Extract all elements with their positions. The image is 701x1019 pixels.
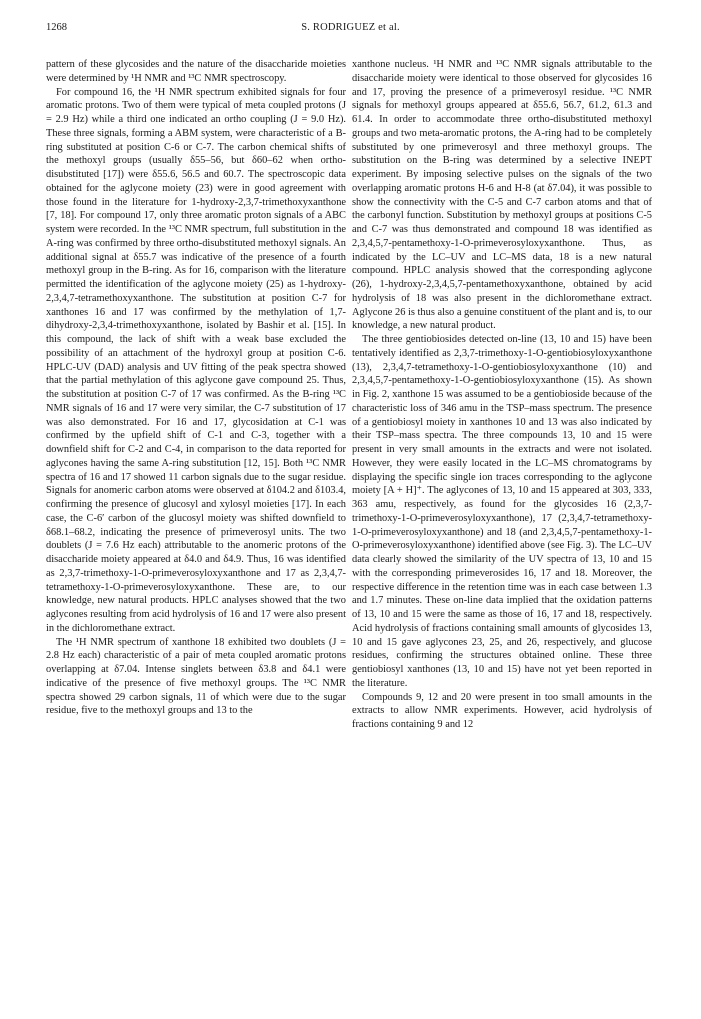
paragraph: The ¹H NMR spectrum of xanthone 18 exhibited two doublets (J = 2.8 Hz each) characteristic of a pair of meta coupled aromatic protons overlapping at δ7.04. Intense singlets between δ3.8 and δ4.1 were indicative of the presence of five methoxyl groups. The ¹³C NMR spectra showed 29 carbon signals, 11 of which were due to the sugar residue, five to the methoxyl groups and 13 to the	[46, 636, 346, 717]
page-number: 1268	[46, 22, 67, 33]
paragraph: xanthone nucleus. ¹H NMR and ¹³C NMR signals attributable to the disaccharide moiety were identical to those observed for glycosides 16 and 17, proving the presence of a primeverosyl residue. ¹³C NMR signals for methoxyl groups appeared at δ55.6, 56.7, 61.2, 61.3 and 61.4. In order to accommodate three ortho-disubstituted methoxyl groups and two meta-aromatic protons, the A-ring had to be completely substituted by one primeverosyl and three methoxyl groups. The substitution on the B-ring was determined by a selective INEPT experiment. By imposing selective pulses on the signals of the two overlapping aromatic protons H-6 and H-8 (at δ7.04), it was possible to show the connectivity with the C-5 and C-7 carbon atoms and that of the carbonyl function. Substitution by methoxyl groups at positions C-5 and C-7 was thus demonstrated and compound 18 was identified as 2,3,4,5,7-pentamethoxy-1-O-primeverosyloxyxanthone. Thus, as indicated by the LC–UV and LC–MS data, 18 is a new natural compound. HPLC analysis showed that the corresponding aglycone (26), 1-hydroxy-2,3,4,5,7-pentamethoxyxanthone, obtained by acid hydrolysis of 18 was also present in the dichloromethane extract. Aglycone 26 is thus also a genuine constituent of the plant and is, to our knowledge, a new natural product.	[352, 59, 652, 332]
paragraph: Compounds 9, 12 and 20 were present in too small amounts in the extracts to allow NMR experiments. However, acid hydrolysis of fractions containing 9 and 12	[352, 691, 652, 730]
left-column	[46, 58, 346, 718]
paragraph: pattern of these glycosides and the nature of the disaccharide moieties were determined by ¹H NMR and ¹³C NMR spectroscopy.	[46, 59, 346, 84]
paragraph: For compound 16, the ¹H NMR spectrum exhibited signals for four aromatic protons. Two of them were typical of meta coupled protons (J = 2.9 Hz) while a third one indicated an ortho coupling (J = 9.0 Hz). These three signals, forming a ABM system, were characteristic of a B-ring substituted at position C-6 or C-7. The carbon chemical shifts of the methoxyl groups (usually δ55–56, but δ60–62 when ortho-disubstituted [17]) were δ55.6, 56.5 and 60.7. The spectroscopic data obtained for the aglycone moiety (23) were in good agreement with those found in the literature for 1-hydroxy-2,3,7-trimethoxyxanthone [7, 18]. For compound 17, only three aromatic proton signals of a ABC system were recorded. In the ¹³C NMR spectrum, full substitution in the A-ring was confirmed by three ortho-disubstituted methoxyl signals. An additional signal at δ55.7 was indicative of the presence of a fourth methoxyl group in the B-ring. As for 16, comparison with the literature permitted the identification of the aglycone moiety (25) as 1-hydroxy-2,3,4,7-tetramethoxyxanthone. The substitution at position C-7 for xanthones 16 and 17 was confirmed by the methylation of 1,7-dihydroxy-2,3,4-trimethoxyxanthone, isolated by Bashir et al. [15]. In this compound, the lack of shift with a weak base excluded the possibility of an attachment of the hydroxyl group at position C-6. HPLC-UV (DAD) analysis and UV fitting of the peak spectra showed that the partial methylation of this aglycone gave compound 25. Thus, the substitution at position C-7 of 17 was confirmed. As the B-ring ¹³C NMR signals of 16 and 17 were very similar, the C-7 substitution of 17 was also demonstrated. For 16 and 17, glycosidation at C-1 was confirmed by the upfield shift of C-1 and C-3, together with a downfield shift for C-2 and C-4, in comparison to the data reported for aglycones having the same A-ring substitution [12, 15]. Both ¹³C NMR spectra of 16 and 17 showed 11 carbon signals due to the sugar residue. Signals for anomeric carbon atoms were observed at δ104.2 and δ103.4, confirming the presence of glucosyl and xylosyl moieties [17]. In each case, the C-6′ carbon of the glucosyl moiety was shifted downfield to δ68.1–68.2, indicating the presence of primeverosyl units. The two doublets (J = 7.6 Hz each) attributable to the anomeric protons of the disaccharide moiety appeared at δ4.0 and δ4.9. Thus, 16 was identified as 2,3,7-trimethoxy-1-O-primeverosyloxyxanthone and 17 as 2,3,4,7-tetramethoxy-1-O-primeverosyloxyxanthone. These are, to our knowledge, new natural products. HPLC analyses showed that the two aglycones resulting from acid hydrolysis of 16 and 17 were also present in the dichloromethane extract.	[46, 86, 346, 634]
running-head: S. RODRIGUEZ et al.	[301, 22, 400, 33]
right-column	[352, 58, 652, 732]
paragraph: The three gentiobiosides detected on-line (13, 10 and 15) have been tentatively identified as 2,3,7-trimethoxy-1-O-gentiobiosyloxyxanthone (13), 2,3,4,7-tetramethoxy-1-O-gentiobiosyloxyxanthone (10) and 2,3,4,5,7-pentamethoxy-1-O-gentiobiosyloxyxanthone (15). As shown in Fig. 2, xanthone 15 was assumed to be a gentiobioside because of the characteristic loss of 346 amu in the TSP–mass spectrum. The presence of a gentiobiosyl moiety in xanthones 10 and 13 was also indicated by their TSP–mass spectra. The three compounds 13, 10 and 15 were present in very small amounts in the extracts and were not isolated. However, they were easily located in the LC–MS chromatograms by displaying the specific single ion traces corresponding to the aglycone moiety [A + H]⁺. The aglycones of 13, 10 and 15 appeared at 303, 333, 363 amu, respectively, as found for the glycosides 16 (2,3,7-trimethoxy-1-O-primeverosyloxyxanthone), 17 (2,3,4,7-tetramethoxy-1-O-primeverosyloxyxanthone) and 18 (and 2,3,4,5,7-pentamethoxy-1-O-primeverosyloxyxanthone) identified above (see Fig. 3). The LC–UV data clearly showed the similarity of the UV spectra of 13, 10 and 15 with the corresponding primeverosides 16, 17 and 18. Moreover, the respective difference in the retention time was in each case between 1.3 and 1.7 minutes. These on-line data implied that the oxidation patterns of 13, 10 and 15 were the same as those of 16, 17 and 18, respectively. Acid hydrolysis of fractions containing small amounts of glycosides 13, 10 and 15 gave aglycones 23, 25, and 26, respectively, and glucose residues, confirming the structures obtained online. These three gentiobiosyl xanthones (13, 10 and 15) have not yet been reported in the literature.	[352, 334, 652, 689]
